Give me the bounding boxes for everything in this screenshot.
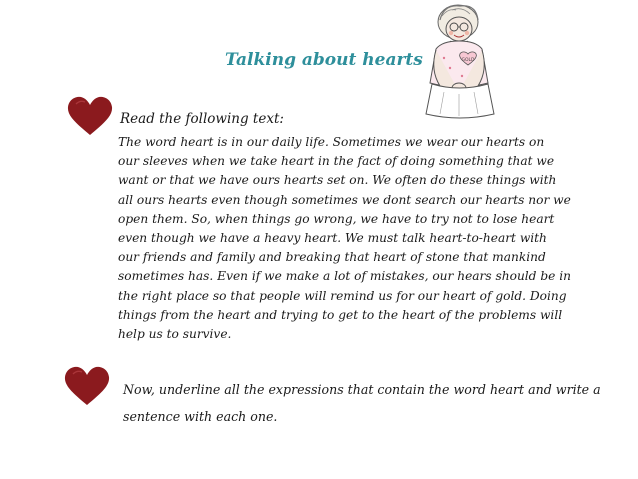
passage-line: things from the heart and trying to get to the heart of the problems will <box>118 307 563 322</box>
passage-line: even though we have a heavy heart. We must talk heart-to-heart with <box>118 231 547 246</box>
task-instructions <box>123 376 601 430</box>
passage-line: all ours hearts even though sometimes we dont search our hearts nor we <box>118 192 571 207</box>
intro-text: Read the following text: <box>120 111 284 127</box>
heart-icon <box>67 96 113 136</box>
passage <box>118 133 571 344</box>
passage-line: open them. So, when things go wrong, we have to try not to lose heart <box>118 211 555 226</box>
illustration-badge-text: GOLD <box>461 58 475 63</box>
task-line: Now, underline all the expressions that contain the word heart and write a <box>123 382 601 397</box>
passage-line: The word heart is in our daily life. Sometimes we wear our hearts on <box>118 135 545 149</box>
task-line: sentence with each one. <box>123 409 278 424</box>
woman-heart-of-gold-icon <box>422 2 510 120</box>
slide-title: Talking about hearts <box>225 50 423 70</box>
passage-line: help us to survive. <box>118 327 232 342</box>
passage-line: our friends and family and breaking that heart of stone that mankind <box>118 250 546 265</box>
passage-line: the right place so that people will remind us for our heart of gold. Doing <box>118 288 567 303</box>
heart-icon <box>64 366 110 406</box>
passage-line: our sleeves when we take heart in the fact of doing something that we <box>118 154 555 169</box>
woman-illustration <box>422 2 510 120</box>
passage-line: want or that we have ours hearts set on. We often do these things with <box>118 173 557 188</box>
passage-line: sometimes has. Even if we make a lot of mistakes, our hears should be in <box>118 269 571 284</box>
